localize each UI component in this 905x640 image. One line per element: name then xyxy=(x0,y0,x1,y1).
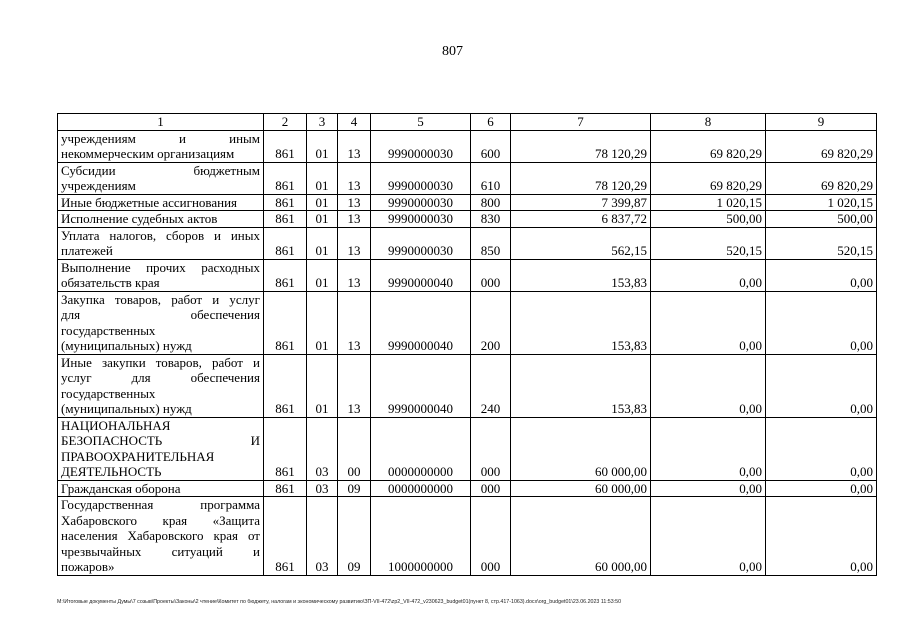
col-section: 01 xyxy=(307,354,338,417)
col-amount-2025: 69 820,29 xyxy=(766,162,877,194)
col-target-article: 9990000040 xyxy=(371,354,471,417)
col-target-article: 9990000030 xyxy=(371,211,471,228)
col-target-article: 0000000000 xyxy=(371,417,471,480)
col-section: 01 xyxy=(307,291,338,354)
col-expense-type: 800 xyxy=(471,194,511,211)
col-amount-2025: 0,00 xyxy=(766,259,877,291)
table-row xyxy=(58,497,877,576)
row-name-line: Государственная программа xyxy=(61,497,260,512)
col-grbs: 861 xyxy=(264,194,307,211)
col-expense-type: 850 xyxy=(471,227,511,259)
col-amount-2025: 69 820,29 xyxy=(766,130,877,162)
row-name xyxy=(58,354,264,417)
row-name-line: чрезвычайных ситуаций и xyxy=(61,543,260,559)
col-subsection: 13 xyxy=(338,130,371,162)
row-name-line: Субсидии бюджетным xyxy=(61,162,260,178)
col-amount-2024: 0,00 xyxy=(651,497,766,576)
col-target-article: 9990000030 xyxy=(371,162,471,194)
col-grbs: 861 xyxy=(264,130,307,162)
col-subsection: 13 xyxy=(338,162,371,194)
col-amount-2023: 7 399,87 xyxy=(511,194,651,211)
row-name xyxy=(58,291,264,354)
table-row xyxy=(58,480,877,497)
row-name-line: ПРАВООХРАНИТЕЛЬНАЯ xyxy=(61,448,215,464)
row-name-line: (муниципальных) нужд xyxy=(61,401,192,416)
col-grbs: 861 xyxy=(264,497,307,576)
row-name-line: для обеспечения xyxy=(61,307,260,322)
col-expense-type: 200 xyxy=(471,291,511,354)
col-subsection: 00 xyxy=(338,417,371,480)
col-amount-2024: 0,00 xyxy=(651,480,766,497)
table-row xyxy=(58,259,877,291)
col-subsection: 13 xyxy=(338,211,371,228)
row-name-line: ДЕЯТЕЛЬНОСТЬ xyxy=(61,464,162,479)
col-subsection: 09 xyxy=(338,497,371,576)
row-name-line: Гражданская оборона xyxy=(61,480,181,496)
col-amount-2024: 500,00 xyxy=(651,211,766,228)
col-amount-2023: 153,83 xyxy=(511,259,651,291)
header-cell: 9 xyxy=(766,114,877,131)
col-section: 03 xyxy=(307,497,338,576)
col-amount-2024: 0,00 xyxy=(651,354,766,417)
col-amount-2023: 78 120,29 xyxy=(511,162,651,194)
table-row xyxy=(58,291,877,354)
col-target-article: 9990000030 xyxy=(371,227,471,259)
col-target-article: 1000000000 xyxy=(371,497,471,576)
col-target-article: 0000000000 xyxy=(371,480,471,497)
col-expense-type: 610 xyxy=(471,162,511,194)
row-name-line: Выполнение прочих расходных xyxy=(61,259,260,275)
col-expense-type: 000 xyxy=(471,417,511,480)
col-expense-type: 000 xyxy=(471,259,511,291)
col-amount-2025: 0,00 xyxy=(766,417,877,480)
col-amount-2025: 500,00 xyxy=(766,211,877,228)
col-expense-type: 240 xyxy=(471,354,511,417)
col-amount-2023: 153,83 xyxy=(511,354,651,417)
col-section: 01 xyxy=(307,162,338,194)
col-amount-2023: 60 000,00 xyxy=(511,417,651,480)
col-target-article: 9990000040 xyxy=(371,291,471,354)
col-amount-2024: 0,00 xyxy=(651,259,766,291)
header-cell: 8 xyxy=(651,114,766,131)
row-name-line: учреждениям и иным xyxy=(61,130,260,146)
row-name xyxy=(58,417,264,480)
row-name-line: Хабаровского края «Защита xyxy=(61,512,260,528)
col-amount-2024: 1 020,15 xyxy=(651,194,766,211)
table-row xyxy=(58,130,877,162)
col-amount-2025: 0,00 xyxy=(766,497,877,576)
col-expense-type: 830 xyxy=(471,211,511,228)
col-amount-2023: 153,83 xyxy=(511,291,651,354)
col-subsection: 13 xyxy=(338,291,371,354)
row-name-line: учреждениям xyxy=(61,178,136,193)
row-name-line: платежей xyxy=(61,243,113,258)
col-expense-type: 600 xyxy=(471,130,511,162)
row-name xyxy=(58,259,264,291)
file-path-footer: M:\Итоговые документы Думы\7 созыв\Проекты\Законы\2 чтение\Комитет по бюджету, налогам и экономическому развитию\ЗП-VII-472\zp2_VII-472_v230623_budget01(пункт 8, стр.417-1063).docx\org_budget01\23.06.2023 11:53:50 xyxy=(57,599,622,605)
header-cell: 4 xyxy=(338,114,371,131)
header-row xyxy=(58,114,877,131)
col-amount-2025: 0,00 xyxy=(766,291,877,354)
col-grbs: 861 xyxy=(264,227,307,259)
row-name-line: обязательств края xyxy=(61,275,160,290)
row-name xyxy=(58,480,264,497)
col-grbs: 861 xyxy=(264,480,307,497)
col-section: 03 xyxy=(307,480,338,497)
header-cell: 2 xyxy=(264,114,307,131)
col-section: 03 xyxy=(307,417,338,480)
col-subsection: 13 xyxy=(338,259,371,291)
header-cell: 1 xyxy=(58,114,264,131)
col-amount-2023: 78 120,29 xyxy=(511,130,651,162)
col-section: 01 xyxy=(307,130,338,162)
header-cell: 3 xyxy=(307,114,338,131)
col-subsection: 13 xyxy=(338,354,371,417)
col-amount-2023: 60 000,00 xyxy=(511,480,651,497)
col-grbs: 861 xyxy=(264,417,307,480)
row-name-line: Иные бюджетные ассигнования xyxy=(61,194,238,210)
row-name-line: Исполнение судебных актов xyxy=(61,211,218,226)
table-body xyxy=(58,130,877,575)
row-name-line: пожаров» xyxy=(61,559,115,574)
col-section: 01 xyxy=(307,211,338,228)
row-name-line: государственных xyxy=(61,322,156,338)
row-name-line: Закупка товаров, работ и услуг xyxy=(61,291,260,307)
table-row xyxy=(58,417,877,480)
row-name xyxy=(58,130,264,162)
col-expense-type: 000 xyxy=(471,497,511,576)
col-amount-2024: 69 820,29 xyxy=(651,162,766,194)
row-name xyxy=(58,211,264,228)
col-amount-2023: 60 000,00 xyxy=(511,497,651,576)
table-row xyxy=(58,211,877,228)
budget-table xyxy=(57,113,877,576)
row-name-line: государственных xyxy=(61,385,156,401)
col-section: 01 xyxy=(307,194,338,211)
page-number: 807 xyxy=(442,44,463,59)
col-expense-type: 000 xyxy=(471,480,511,497)
row-name-line: населения Хабаровского края от xyxy=(61,528,260,543)
header-cell: 7 xyxy=(511,114,651,131)
row-name xyxy=(58,194,264,211)
col-amount-2023: 562,15 xyxy=(511,227,651,259)
col-amount-2024: 0,00 xyxy=(651,291,766,354)
row-name-line: некоммерческим организациям xyxy=(61,146,235,161)
col-grbs: 861 xyxy=(264,259,307,291)
col-amount-2025: 1 020,15 xyxy=(766,194,877,211)
table-row xyxy=(58,194,877,211)
row-name xyxy=(58,227,264,259)
row-name-line: НАЦИОНАЛЬНАЯ xyxy=(61,417,171,433)
col-amount-2023: 6 837,72 xyxy=(511,211,651,228)
row-name-line: БЕЗОПАСНОСТЬ И xyxy=(61,433,260,448)
table-row xyxy=(58,227,877,259)
row-name-line: услуг для обеспечения xyxy=(61,370,260,385)
col-grbs: 861 xyxy=(264,162,307,194)
col-subsection: 13 xyxy=(338,227,371,259)
col-amount-2024: 69 820,29 xyxy=(651,130,766,162)
col-grbs: 861 xyxy=(264,354,307,417)
col-amount-2025: 520,15 xyxy=(766,227,877,259)
col-subsection: 09 xyxy=(338,480,371,497)
col-amount-2025: 0,00 xyxy=(766,480,877,497)
col-grbs: 861 xyxy=(264,291,307,354)
table-row xyxy=(58,162,877,194)
col-section: 01 xyxy=(307,227,338,259)
col-subsection: 13 xyxy=(338,194,371,211)
col-grbs: 861 xyxy=(264,211,307,228)
row-name-line: (муниципальных) нужд xyxy=(61,338,192,353)
col-target-article: 9990000040 xyxy=(371,259,471,291)
col-amount-2024: 520,15 xyxy=(651,227,766,259)
col-amount-2025: 0,00 xyxy=(766,354,877,417)
col-amount-2024: 0,00 xyxy=(651,417,766,480)
header-cell: 5 xyxy=(371,114,471,131)
header-cell: 6 xyxy=(471,114,511,131)
row-name-line: Уплата налогов, сборов и иных xyxy=(61,227,260,243)
col-section: 01 xyxy=(307,259,338,291)
row-name xyxy=(58,162,264,194)
row-name xyxy=(58,497,264,576)
row-name-line: Иные закупки товаров, работ и xyxy=(61,354,260,370)
table-row xyxy=(58,354,877,417)
col-target-article: 9990000030 xyxy=(371,130,471,162)
col-target-article: 9990000030 xyxy=(371,194,471,211)
